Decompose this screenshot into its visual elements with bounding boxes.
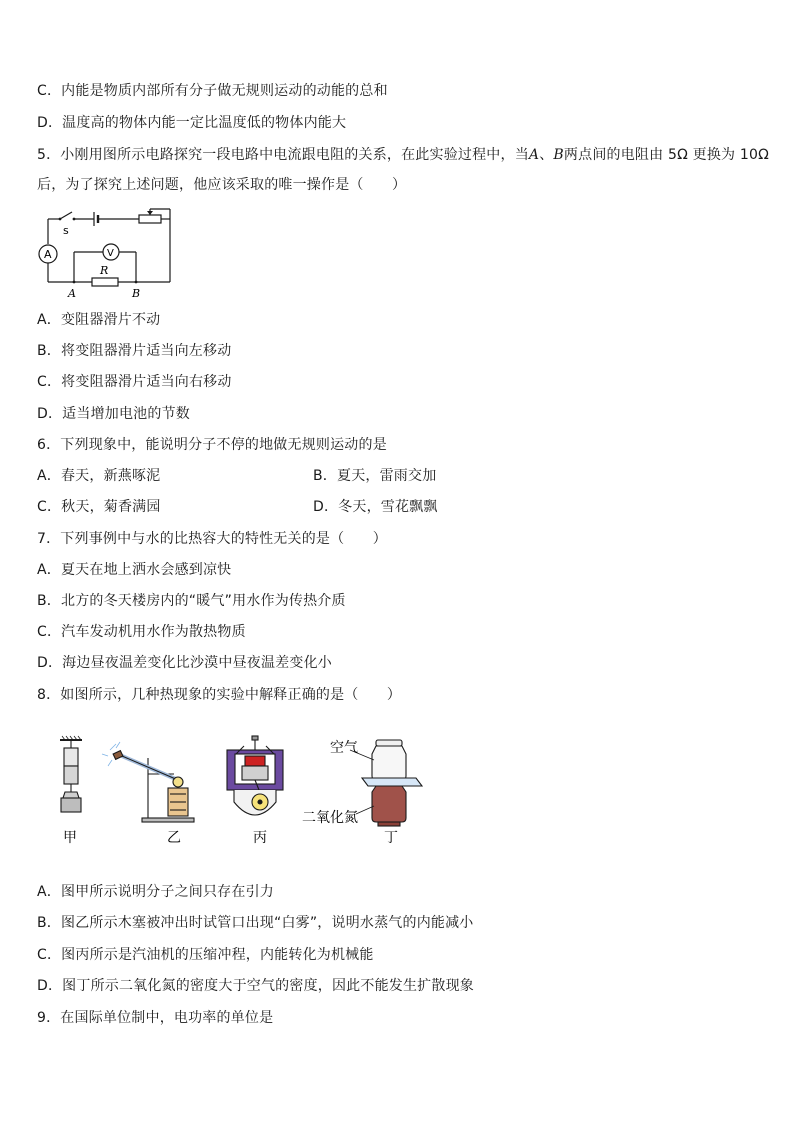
q5-option-c: C．将变阻器滑片适当向右移动 [37,374,232,390]
q8-option-b: B．图乙所示木塞被冲出时试管口出现“白雾”，说明水蒸气的内能减小 [37,915,474,931]
q6-option-d: D．冬天，雪花飘飘 [313,499,438,515]
resistor-label: R [100,264,109,277]
q6-option-b: B．夏天，雷雨交加 [313,468,437,484]
option-c-prev: C．内能是物质内部所有分子做无规则运动的动能的总和 [37,83,388,99]
point-a-label: A [68,287,76,300]
q8-option-d: D．图丁所示二氧化氮的密度大于空气的密度，因此不能发生扩散现象 [37,978,474,994]
q6-row-2 [37,497,757,517]
question-5-line2: 后，为了探究上述问题，他应该采取的唯一操作是（ ） [37,177,407,193]
air-label: 空气 [330,740,358,756]
q8-option-a: A．图甲所示说明分子之间只存在引力 [37,884,274,900]
figure-label-ding: 丁 [384,830,398,846]
no2-label: 二氧化氮 [302,810,358,826]
point-b-label: B [132,287,141,300]
question-5-text-a: 5．小刚用图所示电路探究一段电路中电流跟电阻的关系，在此实验过程中，当 [37,147,529,163]
experiment-figures [50,730,430,855]
question-6: 6．下列现象中，能说明分子不停的地做无规则运动的是 [37,437,387,453]
q7-option-c: C．汽车发动机用水作为散热物质 [37,624,246,640]
question-5-separator: 、 [539,147,554,163]
q8-option-c: C．图丙所示是汽油机的压缩冲程，内能转化为机械能 [37,947,374,963]
question-7: 7．下列事例中与水的比热容大的特性无关的是（ ） [37,531,387,547]
figure-yi-test-tube [102,742,194,822]
q5-option-b: B．将变阻器滑片适当向左移动 [37,343,232,359]
q5-option-a: A．变阻器滑片不动 [37,312,161,328]
figure-ding-gas-bottles [350,740,422,826]
switch-label: s [63,224,69,237]
figure-jia-lead-blocks [60,736,82,812]
circuit-diagram [36,206,181,301]
figure-label-yi: 乙 [167,830,181,846]
figure-bing-engine [227,736,283,815]
option-d-prev: D．温度高的物体内能一定比温度低的物体内能大 [37,115,347,131]
question-9: 9．在国际单位制中，电功率的单位是 [37,1010,274,1026]
q7-option-b: B．北方的冬天楼房内的“暖气”用水作为传热介质 [37,593,346,609]
q6-option-a: A．春天，新燕啄泥 [37,468,161,484]
point-b-ref: B [553,147,564,163]
q5-option-d: D．适当增加电池的节数 [37,406,190,422]
question-5-text-b: 两点间的电阻由 5Ω 更换为 10Ω [563,147,769,163]
voltmeter-label: V [107,248,114,259]
ammeter-label: A [44,248,52,261]
figure-label-jia: 甲 [63,830,77,846]
figure-label-bing: 丙 [253,830,267,846]
q6-option-c: C．秋天，菊香满园 [37,499,161,515]
point-a-ref: A [528,147,540,163]
question-8: 8．如图所示，几种热现象的实验中解释正确的是（ ） [37,687,402,703]
q6-row-1 [37,466,757,486]
question-5 [37,145,769,165]
q7-option-d: D．海边昼夜温差变化比沙漠中昼夜温差变化小 [37,655,332,671]
q7-option-a: A．夏天在地上洒水会感到凉快 [37,562,232,578]
